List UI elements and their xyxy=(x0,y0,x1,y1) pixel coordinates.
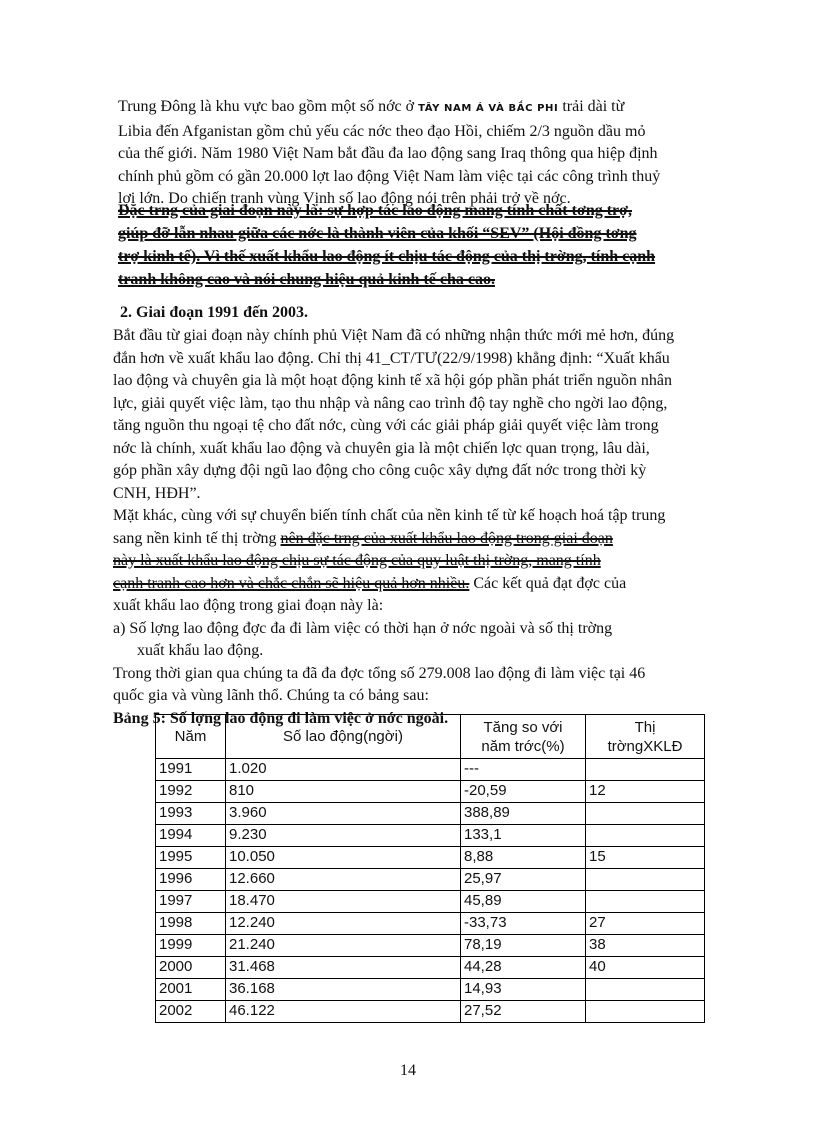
cell-year: 1999 xyxy=(156,935,226,957)
table-row xyxy=(156,759,705,781)
cell-markets: 15 xyxy=(586,847,705,869)
list-item-a-cont: xuất khẩu lao động. xyxy=(137,642,264,659)
header-workers: Số lao động(ngời) xyxy=(226,715,461,759)
cell-workers: 810 xyxy=(226,781,461,803)
cell-workers: 3.960 xyxy=(226,803,461,825)
body-line: quốc gia và vùng lãnh thổ. Chúng ta có bảng sau: xyxy=(113,687,429,704)
intro-text: Trung Đông là khu vực bao gồm một số nớc ở xyxy=(118,98,419,115)
table-body xyxy=(156,759,705,1023)
cell-year: 1994 xyxy=(156,825,226,847)
cell-growth: 25,97 xyxy=(461,869,586,891)
table-row xyxy=(156,979,705,1001)
cell-markets xyxy=(586,869,705,891)
table-row xyxy=(156,825,705,847)
struck-text: cạnh tranh cao hơn và chắc chắn sẽ hiệu quả hơn nhiều. xyxy=(113,574,470,592)
strike-line: giúp đỡ lẫn nhau giữa các nớc là thành viên của khối “SEV” (Hội đồng tơng xyxy=(118,225,637,242)
cell-year: 2000 xyxy=(156,957,226,979)
labor-export-table xyxy=(155,714,705,1023)
cell-year: 1995 xyxy=(156,847,226,869)
body-line: lao động và chuyên gia là một hoạt động kinh tế xã hội góp phần phát triển nguồn nhân xyxy=(113,372,672,389)
table-row xyxy=(156,869,705,891)
table-row xyxy=(156,1001,705,1023)
body-line: CNH, HĐH”. xyxy=(113,484,201,502)
cell-growth: 45,89 xyxy=(461,891,586,913)
cell-markets: 40 xyxy=(586,957,705,979)
intro-paragraph xyxy=(118,96,746,211)
cell-workers: 18.470 xyxy=(226,891,461,913)
cell-growth: 133,1 xyxy=(461,825,586,847)
table-row xyxy=(156,957,705,979)
section-2-heading: 2. Giai đoạn 1991 đến 2003. xyxy=(120,304,309,321)
cell-markets xyxy=(586,759,705,781)
strike-line: Đặc trng của giai đoạn này là: sự hợp tác lao động mang tính chất tơng trợ, xyxy=(118,202,632,219)
body-text: sang nền kinh tế thị trờng xyxy=(113,529,281,547)
cell-growth: --- xyxy=(461,759,586,781)
cell-year: 1996 xyxy=(156,869,226,891)
cell-markets xyxy=(586,891,705,913)
cell-markets: 38 xyxy=(586,935,705,957)
cell-growth: -20,59 xyxy=(461,781,586,803)
cell-year: 2001 xyxy=(156,979,226,1001)
body-line xyxy=(113,528,745,551)
body-line: góp phần xây dựng đội ngũ lao động cho công cuộc xây dựng đất nớc trong thời kỳ xyxy=(113,462,647,479)
cell-markets xyxy=(586,979,705,1001)
table-row xyxy=(156,935,705,957)
list-item-a: a) Số lợng lao động đợc đa đi làm việc có thời hạn ở nớc ngoài và số thị trờng xyxy=(113,619,613,637)
body-line xyxy=(113,573,745,596)
cell-workers: 31.468 xyxy=(226,957,461,979)
header-growth-l1: Tăng so với xyxy=(483,718,563,736)
cell-workers: 36.168 xyxy=(226,979,461,1001)
cell-workers: 10.050 xyxy=(226,847,461,869)
cell-markets xyxy=(586,1001,705,1023)
body-line: tăng nguồn thu ngoại tệ cho đất nớc, cùng với các giải pháp giải quyết việc làm trong xyxy=(113,417,659,434)
cell-markets: 12 xyxy=(586,781,705,803)
header-markets-l2: trờngXKLĐ xyxy=(607,737,683,755)
cell-growth: -33,73 xyxy=(461,913,586,935)
cell-markets xyxy=(586,825,705,847)
cell-year: 1992 xyxy=(156,781,226,803)
cell-markets xyxy=(586,803,705,825)
cell-workers: 12.660 xyxy=(226,869,461,891)
intro-line-5: lợi lớn. Do chiến tranh vùng Vịnh số lao động nói trên phải trở về nớc. xyxy=(118,190,571,207)
table-row xyxy=(156,803,705,825)
cell-workers: 1.020 xyxy=(226,759,461,781)
cell-workers: 12.240 xyxy=(226,913,461,935)
cell-workers: 9.230 xyxy=(226,825,461,847)
cell-growth: 78,19 xyxy=(461,935,586,957)
intro-line-4: chính phủ gồm có gần 20.000 lợt lao động Việt Nam làm việc tại các công trình thuỷ xyxy=(118,167,661,185)
body-text: Các kết quả đạt đợc của xyxy=(469,574,627,592)
strike-line: trợ kinh tế). Vì thế xuất khẩu lao động ít chịu tác động của thị trờng, tính cạnh xyxy=(118,248,656,265)
table-header-row xyxy=(156,715,705,759)
body-line: Bắt đầu từ giai đoạn này chính phủ Việt Nam đã có những nhận thức mới mẻ hơn, đúng xyxy=(113,327,675,344)
body-line: đắn hơn về xuất khẩu lao động. Chỉ thị 41_CT/TƯ(22/9/1998) khẳng định: “Xuất khẩu xyxy=(113,349,670,367)
table-row xyxy=(156,781,705,803)
struck-line: này là xuất khẩu lao động chịu sự tác động của quy luật thị trờng, mang tính xyxy=(113,552,601,569)
cell-year: 2002 xyxy=(156,1001,226,1023)
table-caption: Bảng 5: Số lợng lao động đi làm việc ở nớc ngoài. xyxy=(113,709,449,727)
strike-line: tranh không cao và nói chung hiệu quả kinh tế cha cao. xyxy=(118,271,495,288)
body-line: lực, giải quyết việc làm, tạo thu nhập và nâng cao trình độ tay nghề cho ngời lao động, xyxy=(113,394,668,412)
cell-year: 1991 xyxy=(156,759,226,781)
table-row xyxy=(156,847,705,869)
cell-year: 1993 xyxy=(156,803,226,825)
intro-text: trải dài từ xyxy=(558,98,625,115)
body-line: Trong thời gian qua chúng ta đã đa đợc tổng số 279.008 lao động đi làm việc tại 46 xyxy=(113,664,646,682)
cell-growth: 44,28 xyxy=(461,957,586,979)
table-row xyxy=(156,891,705,913)
body-line: nớc là chính, xuất khẩu lao động và chuyên gia là một chiến lợc quan trọng, lâu dài, xyxy=(113,439,650,457)
header-growth xyxy=(461,715,586,759)
intro-line-3: của thế giới. Năm 1980 Việt Nam bắt đầu đa lao động sang Iraq thông qua hiệp định xyxy=(118,145,658,162)
cell-growth: 388,89 xyxy=(461,803,586,825)
cell-growth: 27,52 xyxy=(461,1001,586,1023)
intro-line-2: Libia đến Afganistan gồm chủ yếu các nớc theo đạo Hồi, chiếm 2/3 nguồn dầu mỏ xyxy=(118,122,646,140)
cell-workers: 46.122 xyxy=(226,1001,461,1023)
cell-growth: 14,93 xyxy=(461,979,586,1001)
header-year: Năm xyxy=(156,715,226,759)
table-row xyxy=(156,913,705,935)
intro-line-1 xyxy=(118,96,746,121)
cell-year: 1997 xyxy=(156,891,226,913)
header-growth-l2: năm trớc(%) xyxy=(481,737,565,755)
header-markets xyxy=(586,715,705,759)
cell-workers: 21.240 xyxy=(226,935,461,957)
struck-text: nên đặc trng của xuất khẩu lao động trong giai đoạn xyxy=(280,529,613,547)
section-2-body xyxy=(113,325,745,730)
cell-year: 1998 xyxy=(156,913,226,935)
body-line: Mặt khác, cùng với sự chuyển biến tính chất của nền kinh tế từ kế hoạch hoá tập trung xyxy=(113,507,666,524)
page-number: 14 xyxy=(400,1062,416,1079)
body-line: xuất khẩu lao động trong giai đoạn này là: xyxy=(113,597,384,614)
cell-growth: 8,88 xyxy=(461,847,586,869)
header-markets-l1: Thị xyxy=(634,718,656,736)
region-smallcaps: TÂY NAM Á VÀ BẮC PHI xyxy=(418,103,559,114)
feature-strike-paragraph xyxy=(118,199,746,291)
cell-markets: 27 xyxy=(586,913,705,935)
